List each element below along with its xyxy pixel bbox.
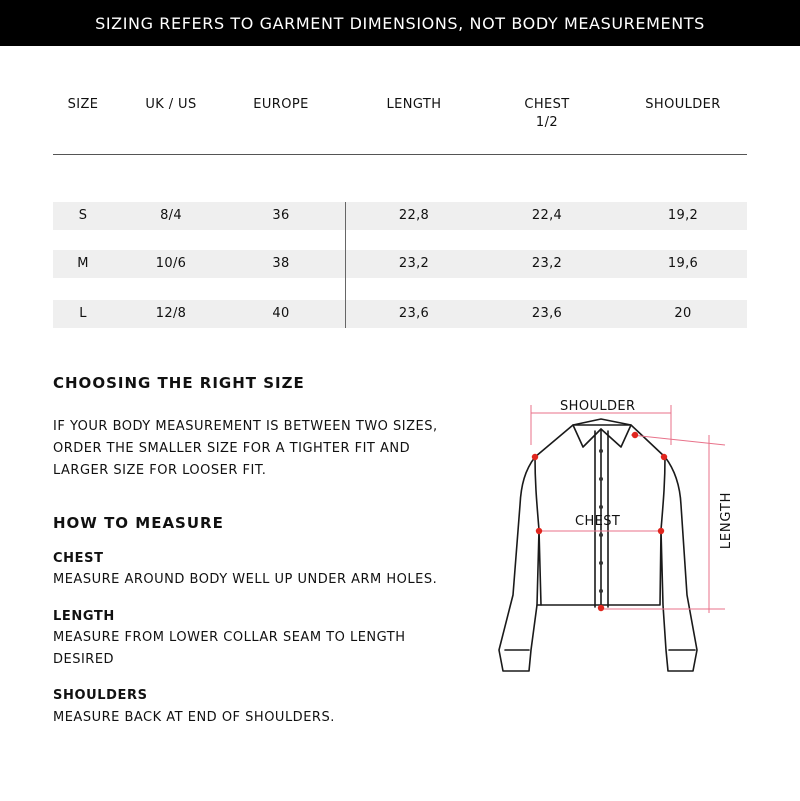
choosing-line: ORDER THE SMALLER SIZE FOR A TIGHTER FIT AND: [53, 441, 411, 456]
cell-uk-us: 8/4: [160, 208, 182, 223]
shoulder-label: SHOULDER: [560, 399, 636, 414]
choosing-line: LARGER SIZE FOR LOOSER FIT.: [53, 463, 267, 478]
size-table-header: [53, 96, 747, 136]
shoulders-title: SHOULDERS: [53, 688, 148, 703]
button: [599, 561, 603, 565]
hem-marker: [598, 605, 604, 611]
length-desc-line: MEASURE FROM LOWER COLLAR SEAM TO LENGTH: [53, 630, 406, 645]
chest-label: CHEST: [575, 514, 621, 529]
header-size: SIZE: [67, 97, 99, 112]
cell-chest: 23,6: [531, 306, 563, 321]
shoulder-marker: [661, 454, 667, 460]
header-chest-sub: 1/2: [535, 115, 559, 130]
collar: [573, 419, 631, 447]
cell-europe: 38: [272, 256, 290, 271]
cell-size: M: [77, 256, 89, 271]
how-to-measure-title: HOW TO MEASURE: [53, 514, 224, 532]
cell-europe: 40: [272, 306, 290, 321]
length-title: LENGTH: [53, 609, 115, 624]
chest-desc: MEASURE AROUND BODY WELL UP UNDER ARM HOLES.: [53, 572, 438, 587]
cell-size: L: [79, 306, 87, 321]
cell-length: 23,6: [398, 306, 430, 321]
table-column-divider: [345, 202, 346, 328]
button: [599, 589, 603, 593]
button: [599, 477, 603, 481]
header-chest: [524, 96, 569, 132]
cell-shoulder: 19,2: [667, 208, 699, 223]
cell-uk-us: 10/6: [155, 256, 187, 271]
length-desc-line: DESIRED: [53, 652, 115, 667]
cell-europe: 36: [272, 208, 290, 223]
choosing-title: CHOOSING THE RIGHT SIZE: [53, 374, 305, 392]
table-row: [53, 250, 747, 278]
length-label: LENGTH: [719, 491, 735, 550]
chest-marker: [658, 528, 664, 534]
chest-marker: [536, 528, 542, 534]
table-row: [53, 300, 747, 328]
header-chest-label: CHEST: [524, 97, 570, 112]
shirt-outline: [499, 425, 697, 671]
button: [599, 533, 603, 537]
header-shoulder: SHOULDER: [645, 97, 721, 112]
shirt-diagram: [485, 395, 760, 690]
cell-chest: 22,4: [531, 208, 563, 223]
collar-marker: [632, 432, 638, 438]
chest-title: CHEST: [53, 551, 104, 566]
cell-shoulder: 19,6: [667, 256, 699, 271]
header-uk-us: UK / US: [145, 97, 197, 112]
shoulders-desc: MEASURE BACK AT END OF SHOULDERS.: [53, 710, 335, 725]
cell-size: S: [78, 208, 88, 223]
header-europe: EUROPE: [253, 97, 309, 112]
cell-uk-us: 12/8: [155, 306, 187, 321]
table-row: [53, 202, 747, 230]
cell-length: 23,2: [398, 256, 430, 271]
length-desc: [53, 627, 405, 671]
choosing-line: IF YOUR BODY MEASUREMENT IS BETWEEN TWO SIZES,: [53, 419, 438, 434]
header-length: LENGTH: [386, 97, 442, 112]
banner: SIZING REFERS TO GARMENT DIMENSIONS, NOT BODY MEASUREMENTS: [0, 0, 800, 46]
header-divider: [53, 154, 747, 155]
cell-length: 22,8: [398, 208, 430, 223]
length-guide-top: [631, 435, 725, 445]
cell-shoulder: 20: [674, 306, 692, 321]
choosing-text: [53, 416, 438, 482]
button: [599, 449, 603, 453]
button: [599, 505, 603, 509]
shoulder-marker: [532, 454, 538, 460]
cell-chest: 23,2: [531, 256, 563, 271]
